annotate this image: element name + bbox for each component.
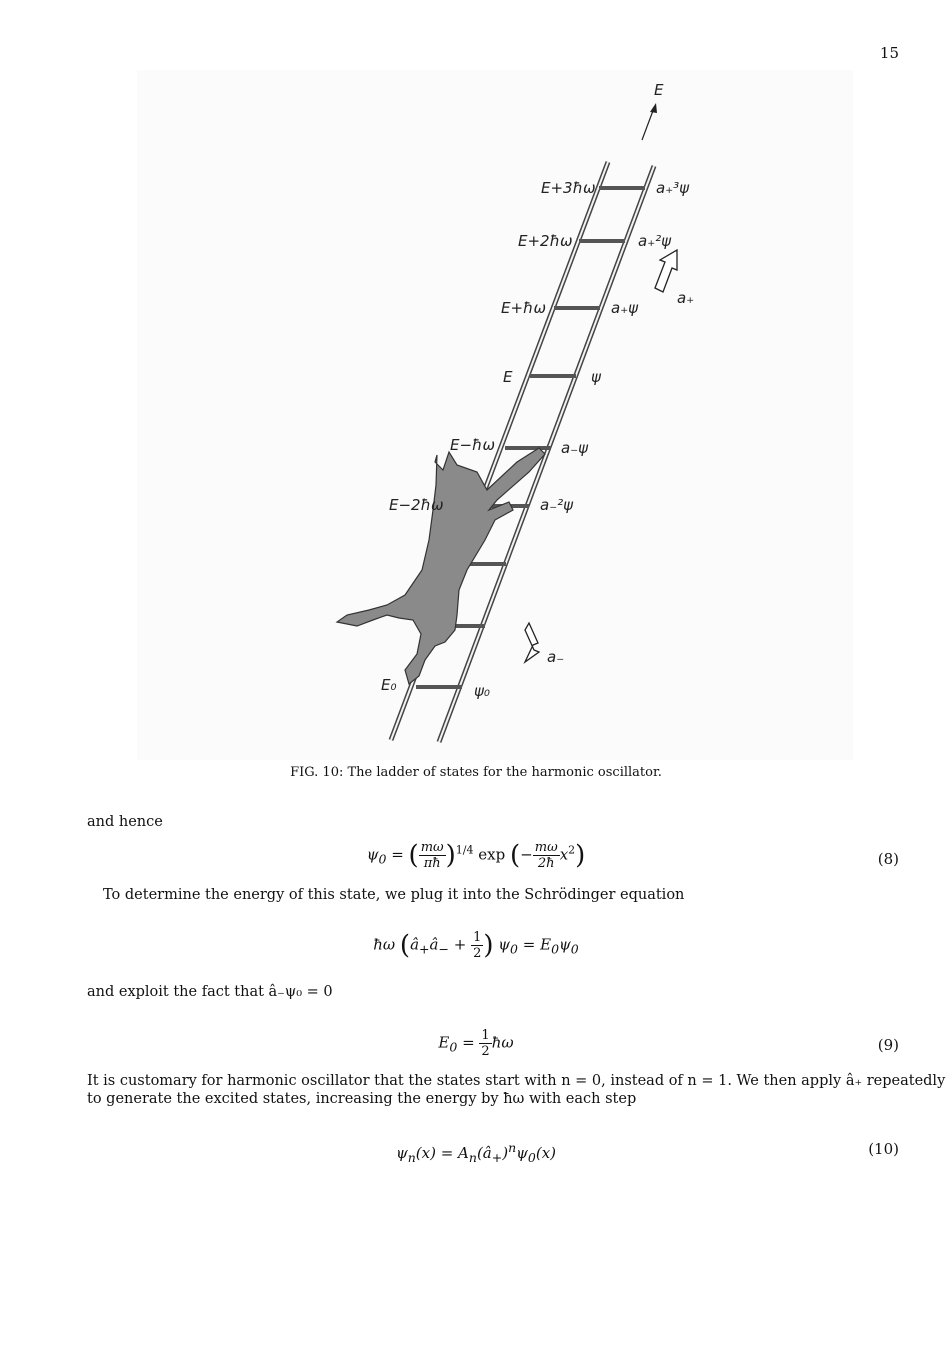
energy-axis-arrowhead — [650, 103, 657, 113]
raise-operator-label: a₊ — [677, 289, 695, 307]
energy-axis-arrow — [642, 108, 654, 140]
lower-operator-label: a₋ — [547, 648, 565, 666]
paragraph: to generate the excited states, increasing the energy by ħω with each step — [87, 1091, 637, 1107]
state-label: a₊²ψ — [638, 232, 672, 250]
energy-axis-label: E — [654, 81, 664, 99]
paragraph: and exploit the fact that â₋ψ₀ = 0 — [87, 984, 333, 1000]
lower-arrow-icon — [525, 623, 539, 662]
paragraph: To determine the energy of this state, we plug it into the Schrödinger equation — [103, 887, 685, 903]
ladder-diagram — [137, 70, 853, 760]
equation-schrodinger: ħω ($â_+â_-$ + $\frac{1}{2}$ ) $\psi_0 = E_0\psi_0$ — [373, 930, 579, 961]
energy-level-label: E+3ħω — [541, 179, 596, 197]
energy-level-label: E+ħω — [501, 299, 547, 317]
state-label: a₊ψ — [611, 299, 639, 317]
energy-level-label: E₀ — [381, 676, 397, 694]
energy-level-label: E+2ħω — [518, 232, 573, 250]
equation-10: $\psi_n(x)$ = $A_n(â_+)^n\psi_0(x)$ (10) — [395, 1140, 899, 1165]
paragraph: and hence — [87, 814, 163, 830]
energy-level-label: E−ħω — [450, 436, 496, 454]
raise-arrow-icon — [655, 250, 677, 292]
page-number: 15 — [879, 44, 899, 62]
energy-level-label: E−2ħω — [389, 496, 444, 514]
cat-silhouette — [337, 448, 545, 684]
energy-level-label: E — [503, 368, 513, 386]
state-label: a₋²ψ — [540, 496, 574, 514]
equation-number: (10) — [868, 1140, 899, 1158]
ladder-figure — [137, 70, 853, 760]
state-label: ψ — [591, 368, 601, 386]
cat-body — [337, 448, 545, 684]
state-label: a₋ψ — [561, 439, 589, 457]
paragraph: It is customary for harmonic oscillator that the states start with n = 0, instead of n = 1. We then apply â₊ repeatedly — [87, 1073, 946, 1089]
equation-number: (9) — [877, 1036, 899, 1054]
equation-9: $E_0$ = $\frac{1}{2}$ ħω (9) — [438, 1028, 899, 1059]
equation-number: (8) — [877, 850, 899, 868]
equation-8: $\psi_0$ = ( $\frac{m\omega}{\pi ħ}$ )$^{1/4}$ exp (− $\frac{m\omega}{2ħ}$ $x^2$) (8) — [366, 840, 899, 871]
state-label: ψ₀ — [474, 682, 490, 700]
state-label: a₊³ψ — [656, 179, 690, 197]
figure-caption: FIG. 10: The ladder of states for the harmonic oscillator. — [290, 765, 662, 780]
